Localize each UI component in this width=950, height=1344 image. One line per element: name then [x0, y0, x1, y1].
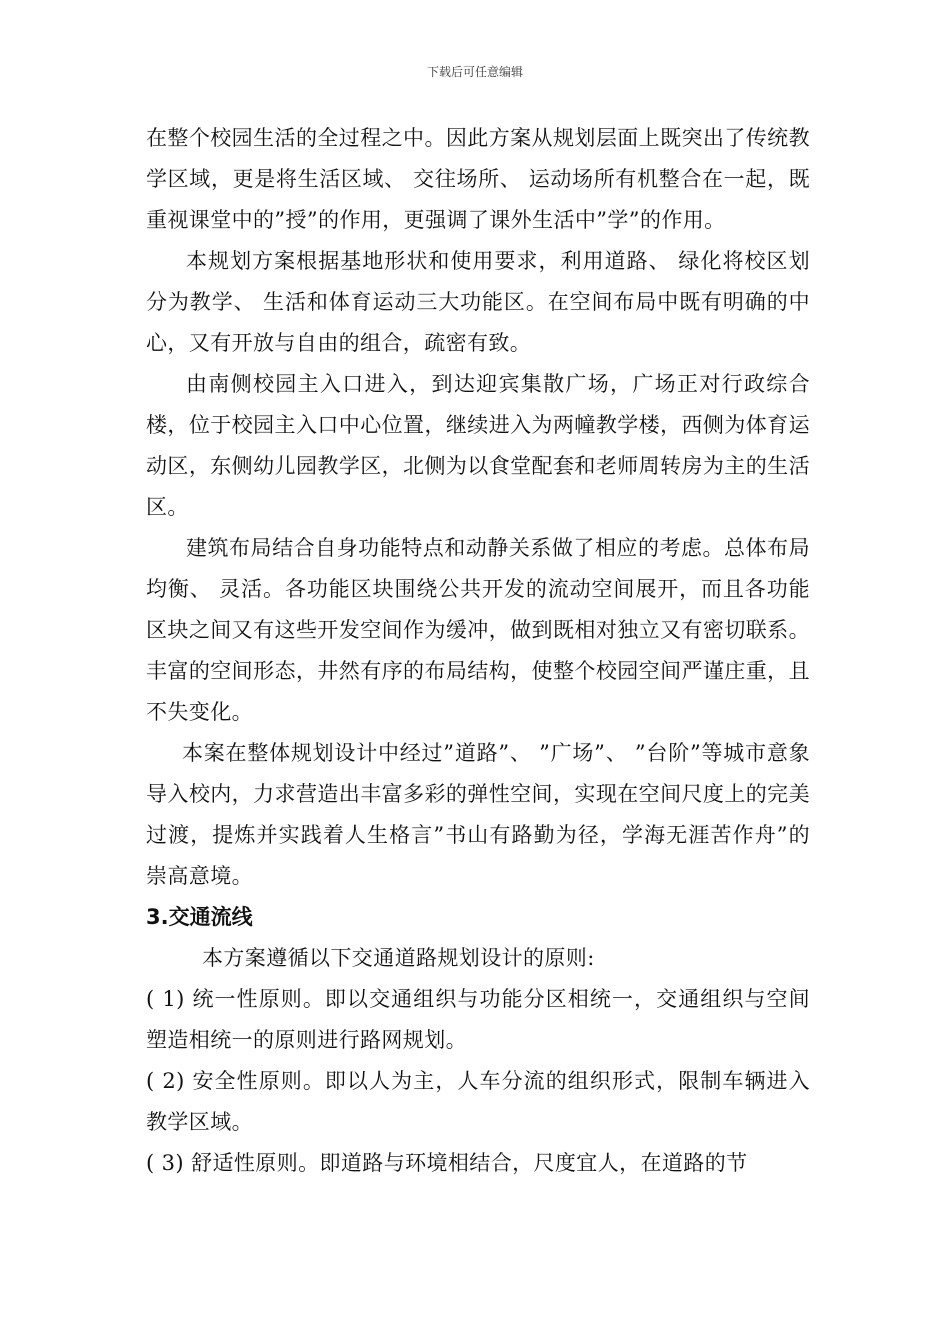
principle-item-2: ( 2) 安全性原则。即以人为主，人车分流的组织形式，限制车辆进入教学区域。: [146, 1069, 810, 1134]
paragraph-entrance-layout: 由南侧校园主入口进入，到达迎宾集散广场，广场正对行政综合楼，位于校园主入口中心位置，继续进入为两幢教学楼，西侧为体育运动区，东侧幼儿园教学区，北侧为以食堂配套和老师周转房为主的生活区。: [146, 372, 810, 519]
section-heading-traffic: 3.交通流线: [146, 905, 253, 929]
principle-item-3: ( 3) 舒适性原则。即道路与环境相结合，尺度宜人，在道路的节: [146, 1151, 748, 1175]
paragraph-building-layout: 建筑布局结合自身功能特点和动静关系做了相应的考虑。总体布局均衡、 灵活。各功能区块围绕公共开发的流动空间展开，而且各功能区块之间又有这些开发空间作为缓冲，做到既相对独立又有密切联系。丰富的空间形态，井然有序的布局结构，使整个校园空间严谨庄重，且不失变化。: [146, 536, 810, 724]
paragraph-campus-life: 在整个校园生活的全过程之中。因此方案从规划层面上既突出了传统教学区域，更是将生活区域、 交往场所、 运动场所有机整合在一起，既重视课堂中的”授”的作用，更强调了课外生活中”学”的作用。: [146, 126, 810, 232]
section-intro: 本方案遵循以下交通道路规划设计的原则:: [202, 946, 595, 970]
document-body: [146, 118, 810, 1184]
principle-item-1: ( 1) 统一性原则。即以交通组织与功能分区相统一，交通组织与空间塑造相统一的原则进行路网规划。: [146, 987, 810, 1052]
page-header: 下载后可任意编辑: [426, 65, 523, 79]
paragraph-functional-zones: 本规划方案根据基地形状和使用要求，利用道路、 绿化将校区划分为教学、 生活和体育运动三大功能区。在空间布局中既有明确的中心，又有开放与自由的组合，疏密有致。: [146, 249, 810, 355]
paragraph-urban-imagery: 本案在整体规划设计中经过”道路”、 ”广场”、 ”台阶”等城市意象导入校内，力求营造出丰富多彩的弹性空间，实现在空间尺度上的完美过渡，提炼并实践着人生格言”书山有路勤为径，学海无涯苦作舟”的崇高意境。: [146, 741, 810, 888]
